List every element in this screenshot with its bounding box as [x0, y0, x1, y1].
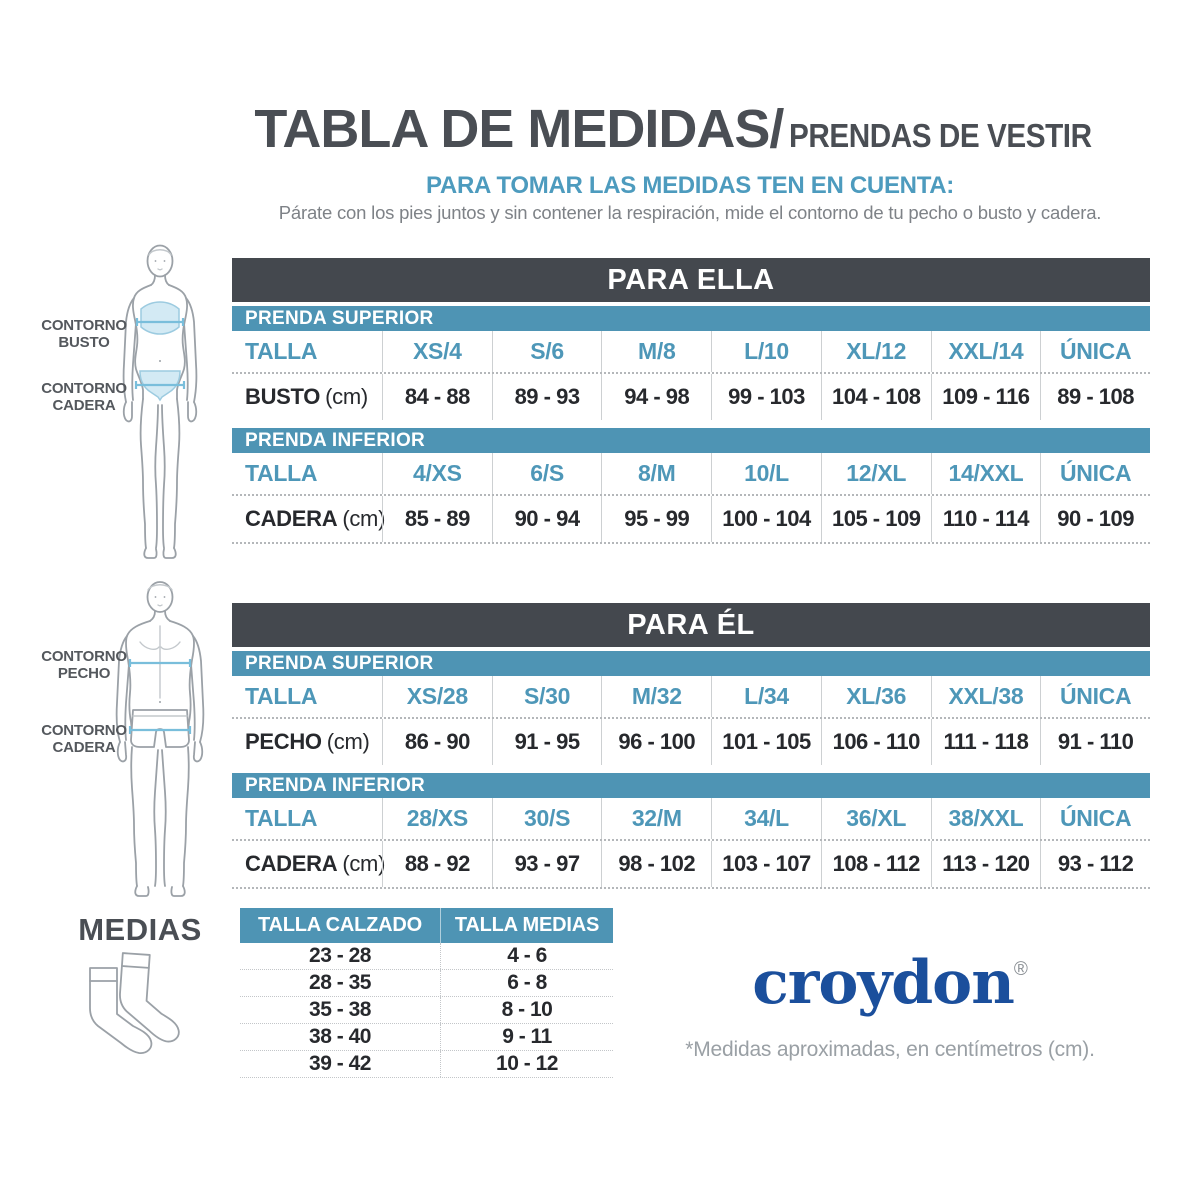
- size-cell: ÚNICA: [1040, 453, 1150, 494]
- shoe-size-cell: 39 - 42: [309, 1052, 371, 1075]
- size-cell: XXL/38: [931, 676, 1041, 717]
- instructions-text: Párate con los pies juntos y sin contener la respiración, mide el contorno de tu pecho o busto y cadera.: [278, 202, 1102, 223]
- el-inferior-sizes-row: [232, 798, 1150, 841]
- value-cell: 90 - 94: [492, 496, 602, 542]
- value-cell: 89 - 93: [492, 374, 602, 420]
- value-cell: 91 - 110: [1040, 719, 1150, 765]
- value-cell: 85 - 89: [382, 496, 492, 542]
- size-cell: 38/XXL: [931, 798, 1041, 839]
- size-cell: 4/XS: [382, 453, 492, 494]
- value-cell: 89 - 108: [1040, 374, 1150, 420]
- value-cell: 100 - 104: [711, 496, 821, 542]
- size-cell: L/34: [711, 676, 821, 717]
- value-cell: 108 - 112: [821, 841, 931, 887]
- size-cell: 10/L: [711, 453, 821, 494]
- size-cell: S/6: [492, 331, 602, 372]
- value-cell: 84 - 88: [382, 374, 492, 420]
- measure-label: CADERA (cm): [245, 506, 386, 531]
- size-cell: ÚNICA: [1040, 676, 1150, 717]
- size-cell: XS/28: [382, 676, 492, 717]
- measure-label: PECHO (cm): [245, 729, 370, 754]
- shoe-size-cell: 35 - 38: [309, 998, 371, 1021]
- value-cell: 113 - 120: [931, 841, 1041, 887]
- sock-size-cell: 8 - 10: [440, 997, 613, 1023]
- ella-cadera-row: [232, 496, 1150, 544]
- row-header-talla: TALLA: [245, 805, 318, 831]
- size-cell: 34/L: [711, 798, 821, 839]
- ella-busto-row: [232, 374, 1150, 420]
- size-cell: S/30: [492, 676, 602, 717]
- page-title-sub: PRENDAS DE VESTIR: [789, 117, 1092, 154]
- band-prenda-superior: PRENDA SUPERIOR: [232, 306, 1150, 331]
- value-cell: 109 - 116: [931, 374, 1041, 420]
- band-prenda-inferior: PRENDA INFERIOR: [232, 428, 1150, 453]
- para-el-table: [232, 603, 1150, 889]
- row-header-talla: TALLA: [245, 460, 318, 486]
- shoe-size-cell: 23 - 28: [309, 944, 371, 967]
- value-cell: 98 - 102: [601, 841, 711, 887]
- value-cell: 94 - 98: [601, 374, 711, 420]
- ella-inferior-sizes-row: [232, 453, 1150, 496]
- socks-icon: [86, 952, 190, 1097]
- value-cell: 88 - 92: [382, 841, 492, 887]
- para-ella-table: [232, 258, 1150, 544]
- size-cell: 28/XS: [382, 798, 492, 839]
- sock-size-cell: 10 - 12: [440, 1051, 613, 1077]
- size-cell: 36/XL: [821, 798, 931, 839]
- size-cell: XXL/14: [931, 331, 1041, 372]
- row-header-talla: TALLA: [245, 683, 318, 709]
- value-cell: 105 - 109: [821, 496, 931, 542]
- band-prenda-inferior: PRENDA INFERIOR: [232, 773, 1150, 798]
- para-ella-title-bar: PARA ELLA: [232, 258, 1150, 302]
- medias-row: [240, 943, 613, 970]
- size-cell: ÚNICA: [1040, 798, 1150, 839]
- registered-trademark-icon: ®: [1013, 959, 1028, 980]
- value-cell: 101 - 105: [711, 719, 821, 765]
- measurements-footnote: *Medidas aproximadas, en centímetros (cm).: [685, 1038, 1095, 1061]
- size-cell: 6/S: [492, 453, 602, 494]
- page-title: [180, 98, 1200, 160]
- size-cell: ÚNICA: [1040, 331, 1150, 372]
- value-cell: 90 - 109: [1040, 496, 1150, 542]
- size-cell: 30/S: [492, 798, 602, 839]
- size-cell: L/10: [711, 331, 821, 372]
- medias-row: [240, 1051, 613, 1078]
- el-cadera-row: [232, 841, 1150, 889]
- size-cell: 14/XXL: [931, 453, 1041, 494]
- value-cell: 99 - 103: [711, 374, 821, 420]
- size-cell: M/8: [601, 331, 711, 372]
- measure-label: BUSTO (cm): [245, 384, 368, 409]
- sock-size-cell: 9 - 11: [440, 1024, 613, 1050]
- value-cell: 106 - 110: [821, 719, 931, 765]
- shoe-size-cell: 28 - 35: [309, 971, 371, 994]
- row-header-talla: TALLA: [245, 338, 318, 364]
- measure-label: CADERA (cm): [245, 851, 386, 876]
- value-cell: 96 - 100: [601, 719, 711, 765]
- brand-logo: [620, 948, 1160, 1018]
- shoe-size-cell: 38 - 40: [309, 1025, 371, 1048]
- value-cell: 95 - 99: [601, 496, 711, 542]
- value-cell: 104 - 108: [821, 374, 931, 420]
- value-cell: 110 - 114: [931, 496, 1041, 542]
- sock-size-cell: 6 - 8: [440, 970, 613, 996]
- instructions-heading: PARA TOMAR LAS MEDIDAS TEN EN CUENTA:: [425, 172, 954, 199]
- value-cell: 103 - 107: [711, 841, 821, 887]
- medias-table: [240, 908, 613, 1078]
- size-cell: XL/36: [821, 676, 931, 717]
- el-pecho-row: [232, 719, 1150, 765]
- medias-row: [240, 1024, 613, 1051]
- female-hip-label: CONTORNO CADERA: [41, 380, 127, 415]
- size-cell: XS/4: [382, 331, 492, 372]
- ella-superior-sizes-row: [232, 331, 1150, 374]
- value-cell: 93 - 97: [492, 841, 602, 887]
- size-cell: M/32: [601, 676, 711, 717]
- value-cell: 86 - 90: [382, 719, 492, 765]
- medias-title: MEDIAS: [78, 912, 202, 947]
- col-header-talla-medias: TALLA MEDIAS: [440, 908, 613, 943]
- el-superior-sizes-row: [232, 676, 1150, 719]
- value-cell: 91 - 95: [492, 719, 602, 765]
- size-cell: 12/XL: [821, 453, 931, 494]
- size-cell: 8/M: [601, 453, 711, 494]
- medias-row: [240, 997, 613, 1024]
- band-prenda-superior: PRENDA SUPERIOR: [232, 651, 1150, 676]
- sock-size-cell: 4 - 6: [440, 943, 613, 969]
- female-bust-label: CONTORNO BUSTO: [41, 317, 127, 352]
- col-header-talla-calzado: TALLA CALZADO: [257, 914, 423, 936]
- male-chest-label: CONTORNO PECHO: [41, 648, 127, 683]
- value-cell: 111 - 118: [931, 719, 1041, 765]
- value-cell: 93 - 112: [1040, 841, 1150, 887]
- page-title-main: TABLA DE MEDIDAS/: [254, 99, 784, 159]
- medias-table-header: [240, 908, 613, 943]
- para-el-title-bar: PARA ÉL: [232, 603, 1150, 647]
- brand-wordmark: croydon: [752, 948, 1014, 1018]
- medias-row: [240, 970, 613, 997]
- size-cell: XL/12: [821, 331, 931, 372]
- size-cell: 32/M: [601, 798, 711, 839]
- male-hip-label: CONTORNO CADERA: [41, 722, 127, 757]
